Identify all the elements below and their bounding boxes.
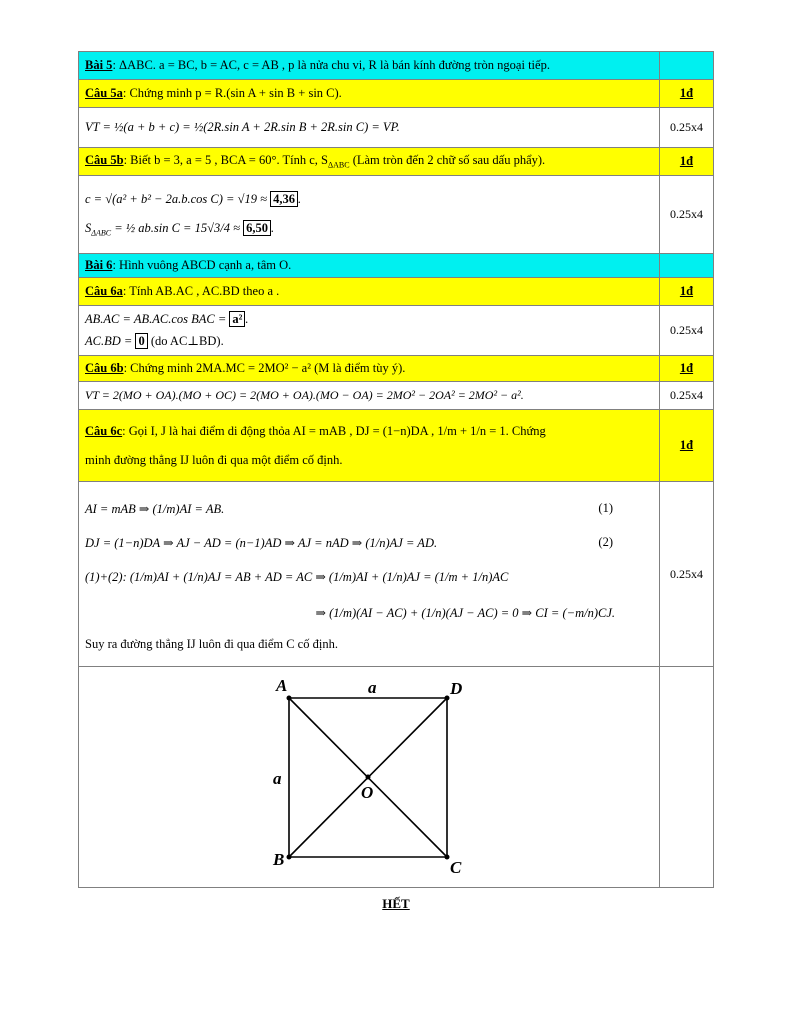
cau6b-score: 0.25x4 (670, 388, 703, 402)
cau6a-text: : Tính AB.AC , AC.BD theo a . (122, 284, 280, 298)
cau6b-points: 1đ (679, 361, 694, 375)
label-side-left: a (273, 769, 282, 788)
cau5a-row (79, 80, 714, 108)
cau6a-header (79, 278, 660, 306)
cau6a-line2: AC.BD = 0 (do AC⊥BD). (85, 334, 224, 348)
bai6-row (79, 254, 714, 278)
cau6a-solution-row (79, 306, 714, 356)
cau5b-answer-s: 6,50 (243, 220, 271, 236)
cau5b-answer-c: 4,36 (270, 191, 298, 207)
bai5-row (79, 52, 714, 80)
bai6-header (79, 254, 660, 278)
label-side-top: a (368, 678, 377, 697)
cau6b-text: : Chứng minh 2MA.MC = 2MO² − a² (M là điểm tùy ý). (123, 361, 406, 375)
cau5a-score: 0.25x4 (670, 120, 703, 134)
bai6-label: Bài 6 (85, 258, 113, 272)
cau6c-conclusion: Suy ra đường thẳng IJ luôn đi qua điểm C cố định. (85, 636, 338, 651)
cau5a-label: Câu 5a (85, 86, 123, 100)
cau5b-score: 0.25x4 (670, 207, 703, 221)
point-a (287, 696, 292, 701)
label-o: O (361, 783, 374, 802)
cau5a-points: 1đ (679, 86, 694, 100)
point-b (287, 855, 292, 860)
cau6b-label: Câu 6b (85, 361, 124, 375)
label-b: B (273, 850, 285, 869)
cau5b-row (79, 148, 714, 176)
cau6b-solution-row (79, 382, 714, 410)
label-c: C (450, 858, 462, 877)
square-figure (79, 667, 659, 883)
cau5b-text-tail: (Làm tròn đến 2 chữ số sau dấu phẩy). (349, 153, 546, 168)
figure-row (79, 667, 714, 888)
cau6c-label: Câu 6c (85, 423, 123, 438)
cau6a-label: Câu 6a (85, 284, 123, 298)
cau6c-score: 0.25x4 (670, 566, 703, 581)
cau5b-text: : Biết b = 3, a = 5 , BCA = 60°. Tính c, S (123, 153, 328, 168)
cau6a-score: 0.25x4 (670, 323, 703, 337)
bai6-text: : Hình vuông ABCD cạnh a, tâm O. (112, 258, 292, 272)
bai5-label: Bài 5 (85, 58, 113, 72)
cau6a-row (79, 278, 714, 306)
cau5b-points: 1đ (679, 154, 694, 168)
cau6b-solution: VT = 2(MO + OA).(MO + OC) = 2(MO + OA).(MO − OA) = 2MO² − 2OA² = 2MO² − a². (85, 388, 524, 402)
cau6c-solution-row (79, 482, 714, 667)
point-d (445, 696, 450, 701)
cau6c-step4: ⇒ (1/m)(AI − AC) + (1/n)(AJ − AC) = 0 ⇒ CI = (−m/n)CJ. (315, 605, 615, 620)
cau5b-header (79, 148, 660, 176)
cau5b-text-sub: ΔABC (327, 160, 350, 170)
cau6c-step3: (1)+(2): (1/m)AI + (1/n)AJ = AB + AD = AC ⇒ (1/m)AI + (1/n)AJ = (1/m + 1/n)AC (85, 569, 509, 584)
point-o (366, 775, 371, 780)
label-a: A (276, 676, 288, 695)
footer-end: HẾT (382, 896, 410, 911)
cau6a-points: 1đ (679, 284, 694, 298)
bai5-header (79, 52, 660, 80)
cau5b-line2: $S_{\Delta ABC}$ = ½ ab.sin C = 15√3/4 ≈ 6,50 . (85, 220, 275, 238)
cau5a-header (79, 80, 660, 108)
cau6a-line1: AB.AC = AB.AC.cos BAC = a² . (85, 312, 249, 326)
cau6b-header (79, 356, 660, 382)
point-c (445, 855, 450, 860)
cau5a-solution: VT = ½(a + b + c) = ½(2R.sin A + 2R.sin B + 2R.sin C) = VP. (85, 120, 400, 134)
solution-table (78, 51, 714, 888)
bai5-text: : ΔABC. a = BC, b = AC, c = AB , p là nửa chu vi, R là bán kính đường tròn ngoại tiếp. (112, 58, 550, 72)
cau6c-header (79, 410, 660, 482)
cau5b-solution-row (79, 176, 714, 254)
cau6b-row (79, 356, 714, 382)
label-d: D (450, 679, 463, 698)
cau6c-step1: AI = mAB ⇒ (1/m)AI = AB. (1) (85, 500, 613, 516)
cau6a-answer-1: a² (229, 311, 245, 327)
cau6c-row (79, 410, 714, 482)
solution-sheet (78, 51, 713, 888)
cau6a-answer-2: 0 (135, 333, 147, 349)
cau6c-step2: DJ = (1−n)DA ⇒ AJ − AD = (n−1)AD ⇒ AJ = nAD ⇒ (1/n)AJ = AD. (2) (85, 534, 613, 550)
cau5a-text: : Chứng minh p = R.(sin A + sin B + sin C). (122, 86, 342, 100)
cau5a-solution-row (79, 108, 714, 148)
cau6c-text1: : Gọi I, J là hai điểm di động thỏa AI = mAB , DJ = (1−n)DA , 1/m + 1/n = 1. Chứng (122, 423, 546, 438)
cau5b-line1: c = √(a² + b² − 2a.b.cos C) = √19 ≈ 4,36 . (85, 191, 302, 206)
cau5b-label: Câu 5b (85, 153, 124, 168)
cau6c-text2: minh đường thẳng IJ luôn đi qua một điểm cố định. (85, 452, 343, 467)
cau6c-points: 1đ (679, 438, 694, 452)
